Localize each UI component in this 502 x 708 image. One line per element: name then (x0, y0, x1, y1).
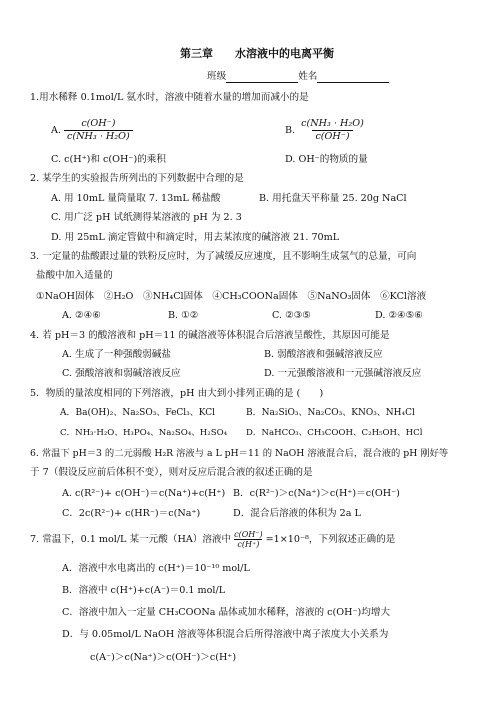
q6-option-c: C．2c(R²⁻)+ c(HR⁻)＝c(Na⁺) (62, 508, 201, 519)
q5-option-d: D．NaHCO₃、CH₃COOH、C₂H₅OH、HCl (246, 428, 423, 438)
q6-stem-line2: 于 7（假设反应前后体积不变），则对反应后混合液的叙述正确的是 (30, 467, 313, 478)
q1-a-fraction: $\frac{c(OH^-)}{\text{c(NH₃ · H₂O)}}$ (64, 118, 133, 143)
q2-option-b: B. 用托盘天平称量 25. 20g NaCl (259, 193, 407, 204)
q1-option-a: A. $\frac{c(OH^-)}{\text{c(NH₃ · H₂O)}}$ (51, 118, 133, 143)
q3-stem-line2: 盐酸中加入适量的 (36, 270, 113, 281)
q7-option-c: C．溶液中加入一定量 CH₃COONa 晶体或加水稀释，溶液的 c(OH⁻)均增大 (62, 607, 391, 618)
q3-option-d: D. ②④⑤⑥ (375, 310, 423, 321)
q2-option-d: D. 用 25mL 滴定管做中和滴定时，用去某浓度的碱溶液 21. 70mL (51, 232, 340, 243)
name-label: 姓名 (298, 71, 318, 82)
q7-option-b: B．溶液中 c(H⁺)+c(A⁻)＝0.1 mol/L (62, 585, 226, 596)
q6-option-b: B．c(R²⁻)＞c(Na⁺)＞c(H⁺)＝c(OH⁻) (233, 488, 400, 499)
q1-b-fraction: $\frac{\text{c(NH₃ · H₂O)}}{c(OH^-)}$ (301, 118, 364, 142)
q4-stem: 4. 若 pH＝3 的酸溶液和 pH＝11 的碱溶液等体积混合后溶液呈酸性，其原因可能是 (30, 330, 390, 341)
header-fields (207, 70, 389, 83)
q3-option-c: C. ②③⑤ (272, 310, 311, 321)
q4-option-b: B. 弱酸溶液和强碱溶液反应 (264, 349, 383, 360)
q2-option-c: C. 用广泛 pH 试纸测得某溶液的 pH 为 2. 3 (51, 212, 242, 223)
q5-option-b: B．Na₂SiO₃、Na₂CO₃、KNO₃、NH₄Cl (246, 408, 415, 418)
q5-stem: 5．物质的量浓度相同的下列溶液，pH 由大到小排列正确的是 ( ) (30, 388, 324, 399)
q6-stem-line1: 6. 常温下 pH＝3 的二元弱酸 H₂R 溶液与 a L pH＝11 的 NaOH 溶液混合后，混合液的 pH 刚好等 (30, 448, 449, 459)
q4-option-d: D. 一元强酸溶液和一元强碱溶液反应 (264, 368, 422, 379)
q7-fraction: $\frac{c(OH^-)}{c(H^+)}$ (234, 530, 263, 549)
q3-option-a: A. ②④⑥ (62, 310, 101, 321)
class-label: 班级 (207, 71, 227, 82)
q6-option-d: D．混合后溶液的体积为 2a L (233, 508, 361, 519)
name-field[interactable] (317, 72, 389, 83)
q7-option-a: A．溶液中水电离出的 c(H⁺)＝10⁻¹⁰ mol/L (62, 563, 250, 574)
q7-option-d: D．与 0.05mol/L NaOH 溶液等体积混合后所得溶液中离子浓度大小关系为 (62, 629, 389, 640)
q1-option-c: C. c(H⁺)和 c(OH⁻)的乘积 (51, 154, 166, 165)
q7-stem: 7. 常温下，0.1 mol/L 某一元酸（HA）溶液中 $\frac{c(OH^-)}{c(H^+)}$ =1×10⁻⁸，下列叙述正确的是 (30, 530, 396, 549)
q7-option-d-relation: c(A⁻)＞c(Na⁺)＞c(OH⁻)＞c(H⁺) (90, 652, 237, 663)
q3-items: ①NaOH固体 ②H₂O ③NH₄Cl固体 ④CH₃COONa固体 ⑤NaNO₃固体 ⑥KCl溶液 (36, 291, 427, 302)
q5-option-c: C．NH₃·H₂O、H₃PO₄、Na₂SO₄、H₂SO₄ (60, 428, 228, 438)
q5-option-a: A．Ba(OH)₂、Na₂SO₃、FeCl₃、KCl (60, 408, 216, 418)
q4-option-c: C. 强酸溶液和弱碱溶液反应 (62, 368, 181, 379)
q1-option-d: D. OH⁻的物质的量 (285, 154, 368, 165)
q2-option-a: A. 用 10mL 量筒量取 7. 13mL 稀盐酸 (51, 193, 221, 204)
q4-option-a: A. 生成了一种强酸弱碱盐 (62, 349, 171, 360)
q3-stem-line1: 3. 一定量的盐酸跟过量的铁粉反应时，为了减缓反应速度，且不影响生成氢气的总量，可向 (30, 251, 417, 262)
q1-option-b: B. $\frac{\text{c(NH₃ · H₂O)}}{c(OH^-)}$ (285, 118, 367, 143)
q2-stem: 2. 某学生的实验报告所列出的下列数据中合理的是 (30, 173, 244, 184)
q1-stem: 1.用水稀释 0.1mol/L 氨水时，溶液中随着水量的增加而减小的是 (30, 92, 309, 103)
q3-option-b: B. ①② (168, 310, 199, 321)
class-field[interactable] (226, 72, 298, 83)
page-title: 第三章 水溶液中的电离平衡 (180, 47, 334, 60)
q6-option-a: A. c(R²⁻)+ c(OH⁻)＝c(Na⁺)+c(H⁺) (62, 488, 226, 499)
